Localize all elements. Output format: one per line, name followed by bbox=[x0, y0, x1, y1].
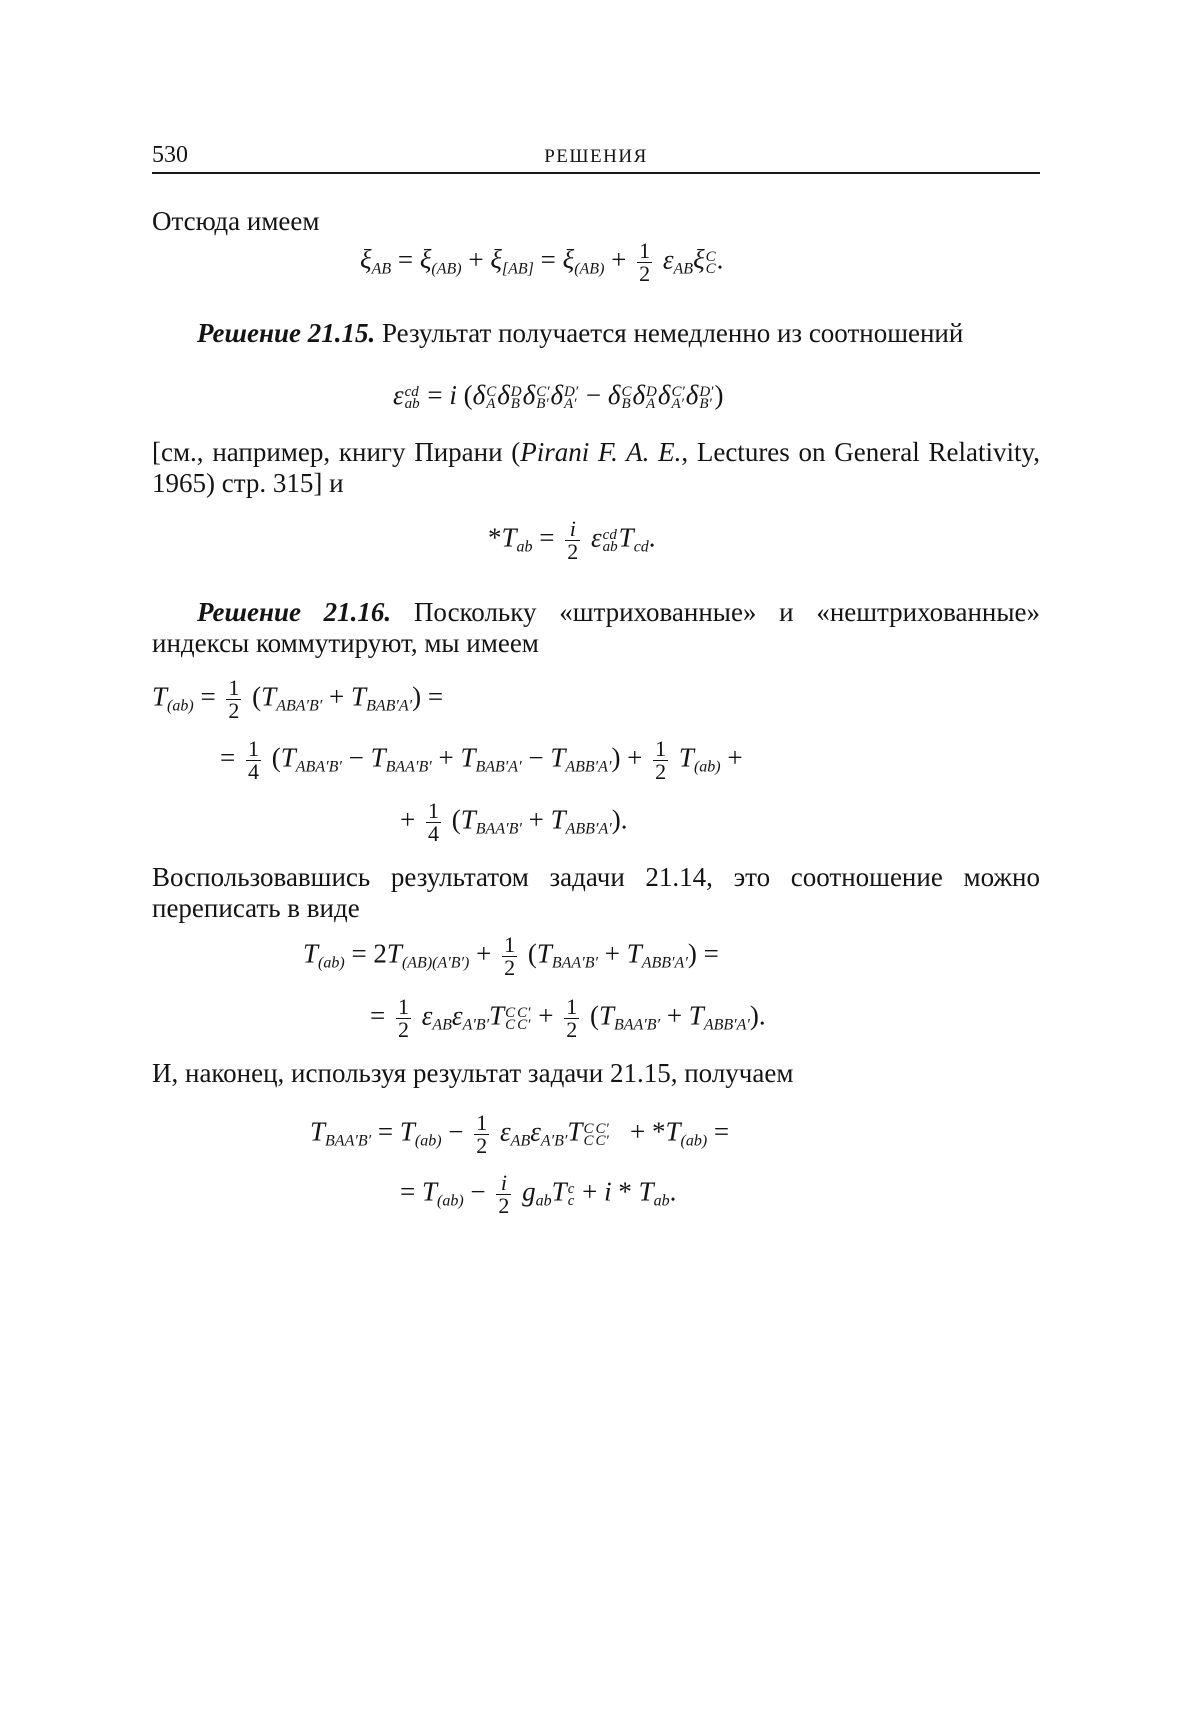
final-paragraph: И, наконец, используя результат задачи 21.15, получаем bbox=[152, 1058, 794, 1088]
equation-symmetric-line-1: $T_{(ab)}$ = $\frac{1}{2}$ $(T_{ABA'B'} + T_{BAB'A'})$ = bbox=[152, 675, 444, 723]
equation-rewrite-line-2: = $\frac{1}{2}$ $\varepsilon_{AB}\varepsilon_{A'B'}T$ C C C′ C′ + $\frac{1}{2}$ $(T_{BAA'B'} + T_{ABB'A'})$. bbox=[370, 994, 766, 1042]
solution-21-16-paragraph bbox=[152, 597, 1040, 659]
page-header bbox=[152, 136, 1040, 174]
fraction-i-over-2: $\frac{i}{2}$ bbox=[567, 516, 579, 564]
equation-symmetric-line-2: = $\frac{1}{4}$ $(T_{ABA'B'} - T_{BAA'B'} + T_{BAB'A'} - T_{ABB'A'})$ + $\frac{1}{2}$ $T_{(ab)}$ + bbox=[220, 736, 743, 784]
running-title: РЕШЕНИЯ bbox=[544, 146, 648, 167]
equation-final-line-1: $T_{BAA'B'} = T_{(ab)}$ − $\frac{1}{2}$ $\varepsilon_{AB}\varepsilon_{A'B'}T$ C C C′ C′ + $*T_{(ab)}$ = bbox=[310, 1110, 730, 1158]
solution-21-16-text: Поскольку «штрихованные» и «нештрихованные» индексы коммутируют, мы имеем bbox=[152, 597, 1040, 658]
solution-21-16-label: Решение 21.16. bbox=[197, 597, 392, 627]
solution-21-15-paragraph bbox=[152, 318, 1040, 349]
equation-rewrite-line-1: $T_{(ab)} = 2T_{(AB)(A'B')}$ + $\frac{1}{2}$ $(T_{BAA'B'} + T_{ABB'A'})$ = bbox=[303, 932, 719, 980]
equation-symmetric-line-3: + $\frac{1}{4}$ $(T_{BAA'B'} + T_{ABB'A'})$. bbox=[400, 798, 628, 846]
page-number: 530 bbox=[152, 142, 188, 168]
equation-xi-decomposition: $\xi_{AB} = \xi_{(AB)} + \xi_{[AB]} = \xi_{(AB)}$ + $\frac{1}{2}$ $\varepsilon_{AB}\xi$ C C . bbox=[360, 238, 724, 286]
equation-final-line-2: = $T_{(ab)}$ − $\frac{i}{2}$ $g_{ab}T$ c c + i * $T_{ab}$. bbox=[400, 1170, 677, 1218]
solution-21-15-text: Результат получается немедленно из соотношений bbox=[375, 318, 964, 348]
solution-21-15-label: Решение 21.15. bbox=[197, 318, 376, 348]
rewrite-paragraph: Воспользовавшись результатом задачи 21.14, это соотношение можно переписать в виде bbox=[152, 862, 1040, 923]
citation-author: Pirani F. A. E. bbox=[520, 437, 682, 467]
equation-epsilon-delta: ε cd ab = i (δ C A δ D B δ C′ B′ δ D′ A′ − δ C B δ D A δ C′ A′ δ D′ B′ ) bbox=[393, 380, 724, 412]
equation-dual-tensor: $*T_{ab}$ = $\frac{i}{2}$ ε cd ab $T_{cd}$. bbox=[488, 516, 656, 564]
citation-paragraph: [см., например, книгу Пирани (Pirani F. A. E., Lectures on General Relativity, 1965) стр. 315] и bbox=[152, 437, 1040, 498]
fraction-half: $\frac{1}{2}$ bbox=[639, 238, 651, 286]
intro-paragraph: Отсюда имеем bbox=[152, 206, 320, 236]
